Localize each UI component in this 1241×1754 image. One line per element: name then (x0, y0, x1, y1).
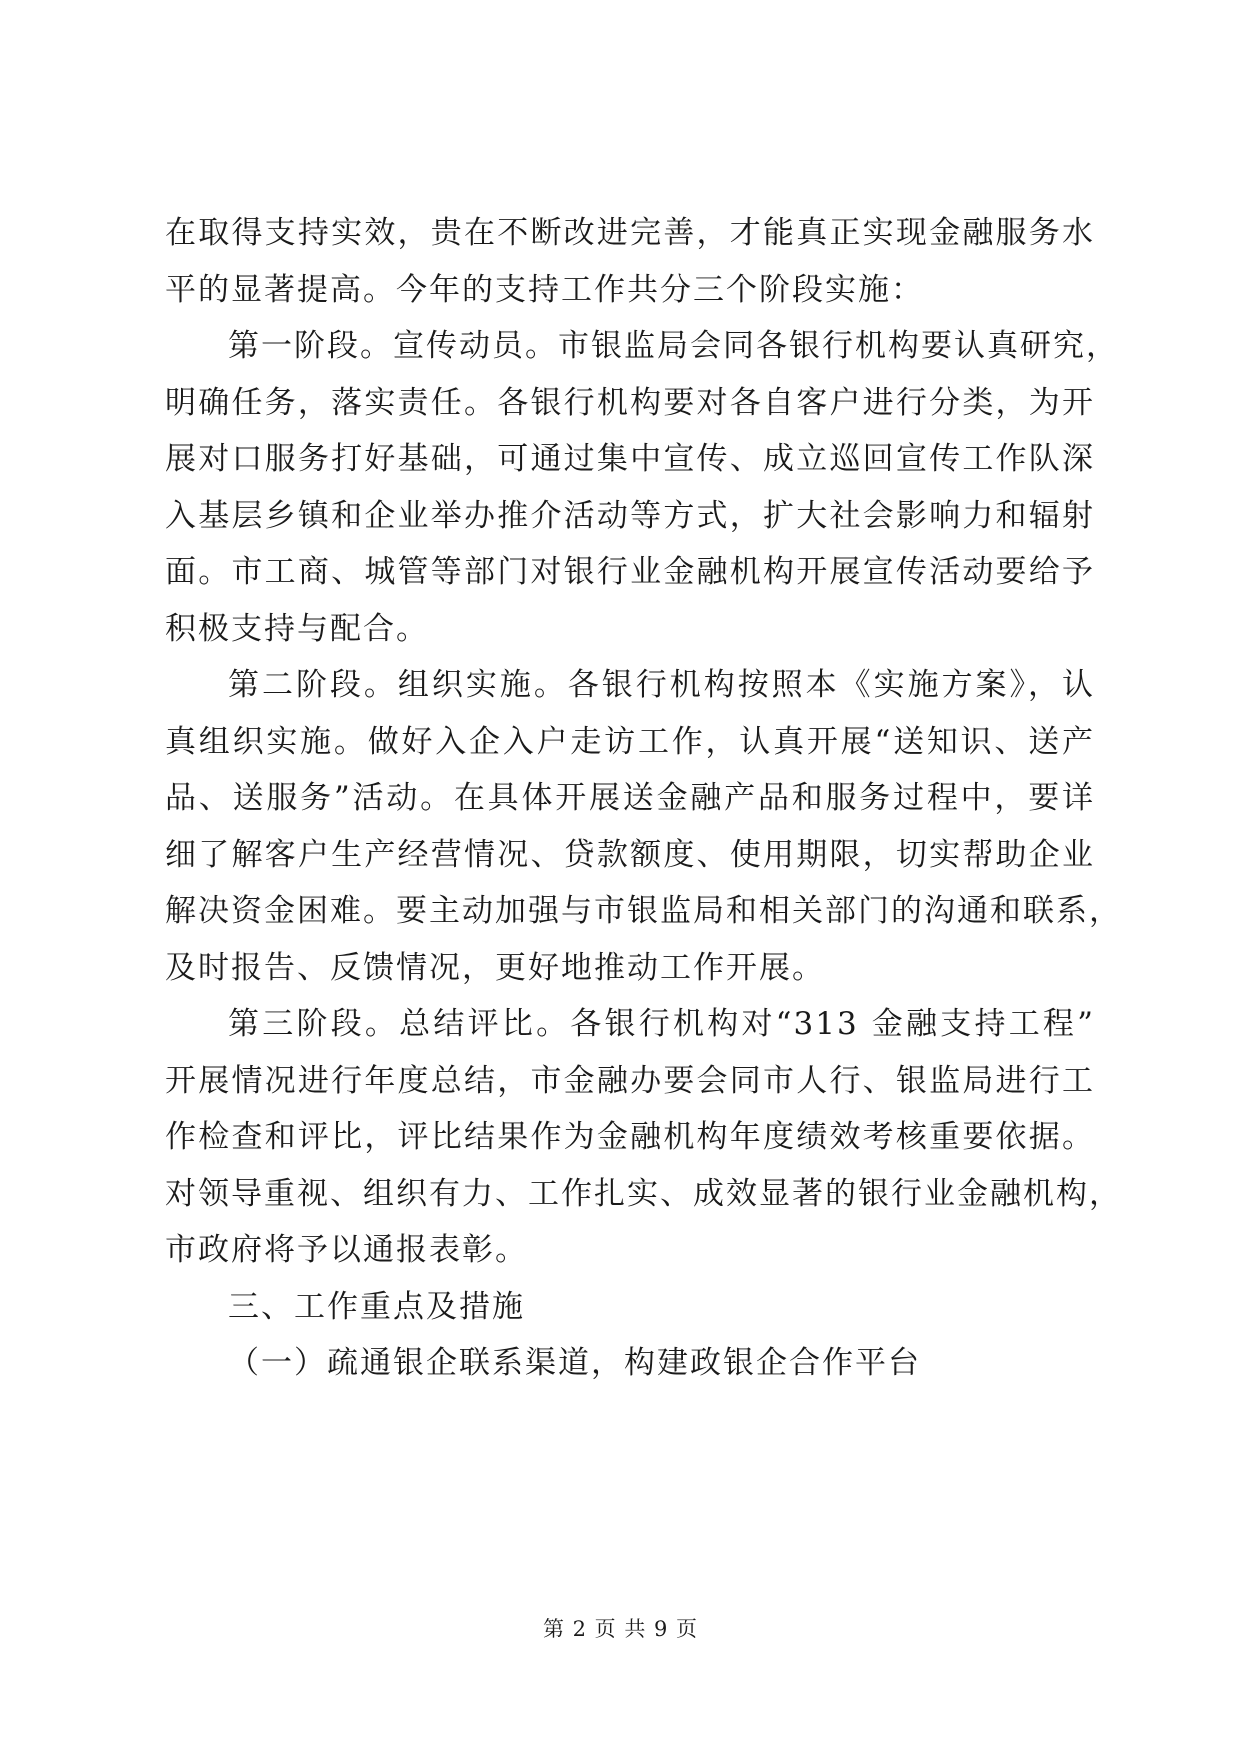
text-line: 市政府将予以通报表彰。 (165, 1232, 528, 1268)
text-line: 积极支持与配合。 (165, 611, 429, 647)
text-line: 及时报告、反馈情况，更好地推动工作开展。 (165, 950, 825, 986)
text-line: 第二阶段。组织实施。各银行机构按照本《实施方案》，认 (228, 667, 1095, 703)
text-line: 作检查和评比，评比结果作为金融机构年度绩效考核重要依据。 (165, 1119, 1095, 1155)
text-line: 展对口服务打好基础，可通过集中宣传、成立巡回宣传工作队深 (165, 441, 1095, 477)
text-line: 细了解客户生产经营情况、贷款额度、使用期限，切实帮助企业 (165, 837, 1095, 873)
text-line: 入基层乡镇和企业举办推介活动等方式，扩大社会影响力和辐射 (165, 498, 1095, 534)
text-line: 三、工作重点及措施 (228, 1289, 525, 1325)
text-line: 真组织实施。做好入企入户走访工作，认真开展“送知识、送产 (165, 724, 1095, 760)
text-line: 开展情况进行年度总结，市金融办要会同市人行、银监局进行工 (165, 1063, 1095, 1099)
text-line: 对领导重视、组织有力、工作扎实、成效显著的银行业金融机构， (165, 1176, 1122, 1212)
text-line: 平的显著提高。今年的支持工作共分三个阶段实施： (165, 272, 924, 308)
text-line: 解决资金困难。要主动加强与市银监局和相关部门的沟通和联系， (165, 893, 1122, 929)
text-line: 面。市工商、城管等部门对银行业金融机构开展宣传活动要给予 (165, 554, 1095, 590)
text-line: 第三阶段。总结评比。各银行机构对“313 金融支持工程” (228, 1006, 1095, 1042)
text-line: 在取得支持实效，贵在不断改进完善，才能真正实现金融服务水 (165, 215, 1095, 251)
text-line: （一）疏通银企联系渠道，构建政银企合作平台 (228, 1345, 921, 1381)
text-line: 明确任务，落实责任。各银行机构要对各自客户进行分类，为开 (165, 385, 1095, 421)
text-line: 品、送服务”活动。在具体开展送金融产品和服务过程中，要详 (165, 780, 1095, 816)
text-line: 第一阶段。宣传动员。市银监局会同各银行机构要认真研究， (228, 328, 1119, 364)
page-footer: 第 2 页 共 9 页 (542, 1617, 699, 1641)
